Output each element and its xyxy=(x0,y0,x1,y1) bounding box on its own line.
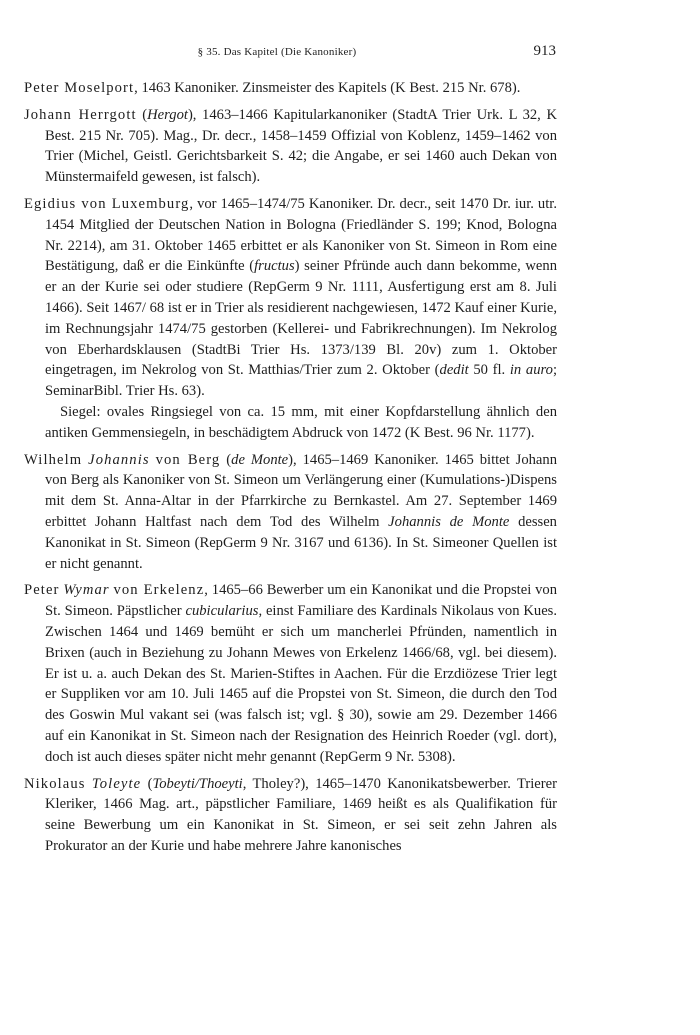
entry-alias: de Monte xyxy=(231,451,289,468)
entry-punct: ( xyxy=(141,775,153,792)
entry-peter-moselport xyxy=(24,78,557,99)
entry-text: , 1465–66 Bewerber um ein Kanonikat und die Propstei von St. Simeon. Päpstlicher xyxy=(45,582,557,620)
entry-alias: Johannis de Monte xyxy=(388,513,510,530)
latin-term: in auro xyxy=(509,362,553,379)
entry-alias: Hergot xyxy=(147,106,188,123)
entry-name: Peter Moselport xyxy=(24,80,135,96)
entry-text: ; SeminarBibl. Trier Hs. 63). xyxy=(45,362,557,400)
entry-name: Wilhelm xyxy=(24,451,83,468)
seal-description: Siegel: ovales Ringsiegel von ca. 15 mm, mit einer Kopfdarstellung ähnlich den antiken Gemmensiegeln, in beschädigtem Abdruck von 1472 (K Best. 96 Nr. 1177). xyxy=(45,403,557,441)
entry-text: , einst Familiare des Kardinals Nikolaus von Kues. Zwischen 1464 und 1469 bemüht er sich um mancherlei Pfründen, namentlich in Brixen (auch in Beziehung zu Johann Mewes von Erkelenz 1466/68, vgl. bei diesem). Er ist u. a. auch Dekan des St. Marien-Stiftes in Aachen. Für die Erzdiözese Trier legt er Suppliken vor am 10. Juli 1465 auf die Propstei von St. Simeon, die durch den Tod des Goswin Mul vakant sei (was falsch ist; vgl. § 30), sowie am 29. Dezember 1466 auf ein Kanonikat in St. Simeon nach der Resignation des Heinrich Roeder (vgl. dort), doch ist auch dieses später nicht mehr genannt (RepGerm 9 Nr. 5308). xyxy=(45,603,557,765)
entry-name: Peter xyxy=(24,582,60,599)
entry-peter-wymar-von-erkelenz xyxy=(24,580,557,767)
entry-name-italic: Johannis xyxy=(88,451,150,468)
entry-nikolaus-toleyte xyxy=(24,774,557,857)
entry-text: 50 fl. xyxy=(468,362,510,379)
latin-term: dedit xyxy=(439,362,469,379)
entry-name-italic: Wymar xyxy=(63,582,110,599)
entry-name-italic: Toleyte xyxy=(91,775,142,792)
latin-term: fructus xyxy=(254,258,295,275)
entry-johann-herrgott xyxy=(24,105,557,188)
entry-text: ), 1463–1466 Kapitularkanoniker (StadtA Trier Urk. L 32, K Best. 215 Nr. 705). Mag., Dr. decr., 1458–1459 Offizial von Koblenz, 1459–1462 von Trier (Michel, Geistl. Gerichtsbarkeit S. 42; die Angabe, er sei 1460 auch Dekan von Münstermaifeld gewesen, ist falsch). xyxy=(45,106,557,186)
entry-name: Nikolaus xyxy=(24,775,86,792)
entry-text: , 1463 Kanoniker. Zinsmeister des Kapitels (K Best. 215 Nr. 678). xyxy=(134,80,521,96)
body-text xyxy=(24,78,557,863)
entry-text: dessen Kanonikat in St. Simeon (RepGerm 9 Nr. 3167 und 6136). In St. Simeoner Quellen ist er nicht genannt. xyxy=(45,513,557,572)
entry-text: , vor 1465–1474/75 Kanoniker. Dr. decr., seit 1470 Dr. iur. utr. 1454 Mitglied der Deutschen Nation in Bologna (Friedländer S. 199; Knod, Bologna Nr. 2214), am 31. Oktober 1465 erbittet er als Kanoniker von St. Simeon in Rom eine Bestätigung, daß er die Einkünfte ( xyxy=(45,195,557,275)
running-head: § 35. Das Kapitel (Die Kanoniker) xyxy=(197,46,357,58)
entry-punct: ( xyxy=(220,451,232,468)
entry-egidius-von-luxemburg xyxy=(24,194,557,402)
entry-text: ), 1465–1469 Kanoniker. 1465 bittet Johann von Berg als Kanoniker von St. Simeon um Verlängerung einer (Kumulations-)Dispens mit dem St. Anna-Altar in der Pfarrkirche zu Bernkastel. Am 27. September 1469 erbittet Johann Haltfast nach dem Tod des Wilhelm xyxy=(45,451,558,530)
entry-name: von Berg xyxy=(155,451,221,468)
entry-punct: ( xyxy=(136,106,148,123)
entry-text: ) seiner Pfründe auch dann bekomme, wenn er an der Kurie sei oder studiere (RepGerm 9 Nr. 1111, Ausfertigung erst am 8. Juli 1466). Seit 1467/ 68 ist er in Trier als residierent nachgewiesen, 1472 Kauf einer Kurie, im Rechnungsjahr 1474/75 gestorben (Kellerei- und Fabrikrechnungen). Im Nekrolog von Eberhardsklausen (StadtBi Trier Hs. 1373/139 Bl. 20v) zum 1. Oktober eingetragen, im Nekrolog von St. Matthias/Trier zum 2. Oktober ( xyxy=(45,258,557,379)
latin-term: cubicularius xyxy=(185,603,259,620)
entry-text: , Tholey?), 1465–1470 Kanonikatsbewerber. Trierer Kleriker, 1466 Mag. art., päpstlicher Familiare, 1469 heißt es als Qualifikation für seine Bewerbung um ein Kanonikat in St. Simeon, er sei seit zehn Jahren als Prokurator an der Kurie und habe mehrere Jahre kanonisches xyxy=(45,775,557,854)
page-number: 913 xyxy=(533,43,556,59)
entry-seal-paragraph xyxy=(24,402,557,444)
entry-name: von Erkelenz xyxy=(113,582,205,599)
entry-name: Johann Herrgott xyxy=(24,106,137,123)
entry-name: Egidius von Luxemburg xyxy=(24,195,190,212)
entry-alias: Tobeyti/Thoeyti xyxy=(152,775,243,792)
entry-wilhelm-johannis-von-berg xyxy=(24,450,557,575)
